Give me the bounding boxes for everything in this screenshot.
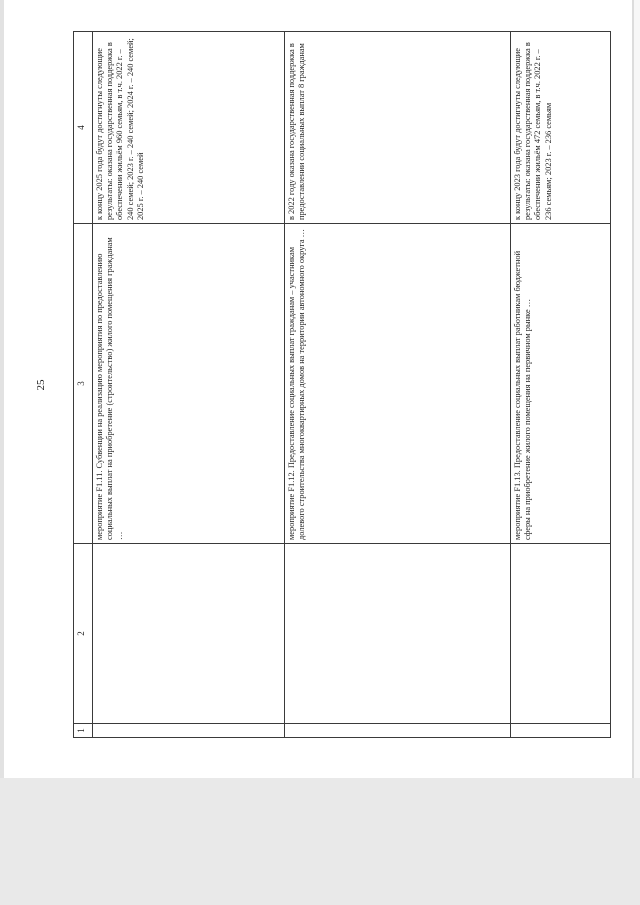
column-header-2: 2 [74, 544, 93, 724]
table-cell [93, 724, 285, 738]
table-cell [93, 544, 285, 724]
table-row [93, 32, 285, 738]
table-cell [285, 724, 511, 738]
scanner-bed-margin [0, 778, 640, 905]
measures-table [73, 31, 611, 738]
page-number: 25 [35, 379, 47, 391]
column-header-1: 1 [74, 724, 93, 738]
table-header-row [74, 32, 93, 738]
table-row [511, 32, 611, 738]
rotated-document-page [25, 0, 615, 770]
paper-left-edge [0, 0, 4, 778]
measure-result-f1-11: к концу 2025 года будут достигнуты следующие результаты: оказана государственная поддержка в обеспечении жильём 960 семьям, в т.ч. 2022 г. – 240 семей; 2023 г. – 240 семей; 2024 г. – 240 семей; 2025 г. – 240 семей [93, 32, 285, 224]
column-header-3: 3 [74, 224, 93, 544]
table-cell [511, 544, 611, 724]
column-header-4: 4 [74, 32, 93, 224]
table-row [285, 32, 511, 738]
table-cell [285, 544, 511, 724]
measure-result-f1-12: в 2022 году оказана государственная поддержка в предоставлении социальных выплат 8 гражданам [285, 32, 511, 224]
measure-description-f1-12: мероприятие F1.12. Предоставление социальных выплат гражданам – участникам долевого строительства многоквартирных домов на территории автономного округа … [285, 224, 511, 544]
measure-result-f1-13: к концу 2023 года будут достигнуты следующие результаты: оказана государственная поддержка в обеспечении жильём 472 семьям, в т.ч. 2022 г. – 236 семьям; 2023 г. – 236 семьям [511, 32, 611, 224]
measure-description-f1-11: мероприятие F1.11. Субвенции на реализацию мероприятия по предоставлению социальных выплат на приобретение (строительство) жилого помещения гражданам … [93, 224, 285, 544]
table-cell [511, 724, 611, 738]
measure-description-f1-13: мероприятие F1.13. Предоставление социальных выплат работникам бюджетной сферы на приобретение жилого помещения на первичном рынке … [511, 224, 611, 544]
